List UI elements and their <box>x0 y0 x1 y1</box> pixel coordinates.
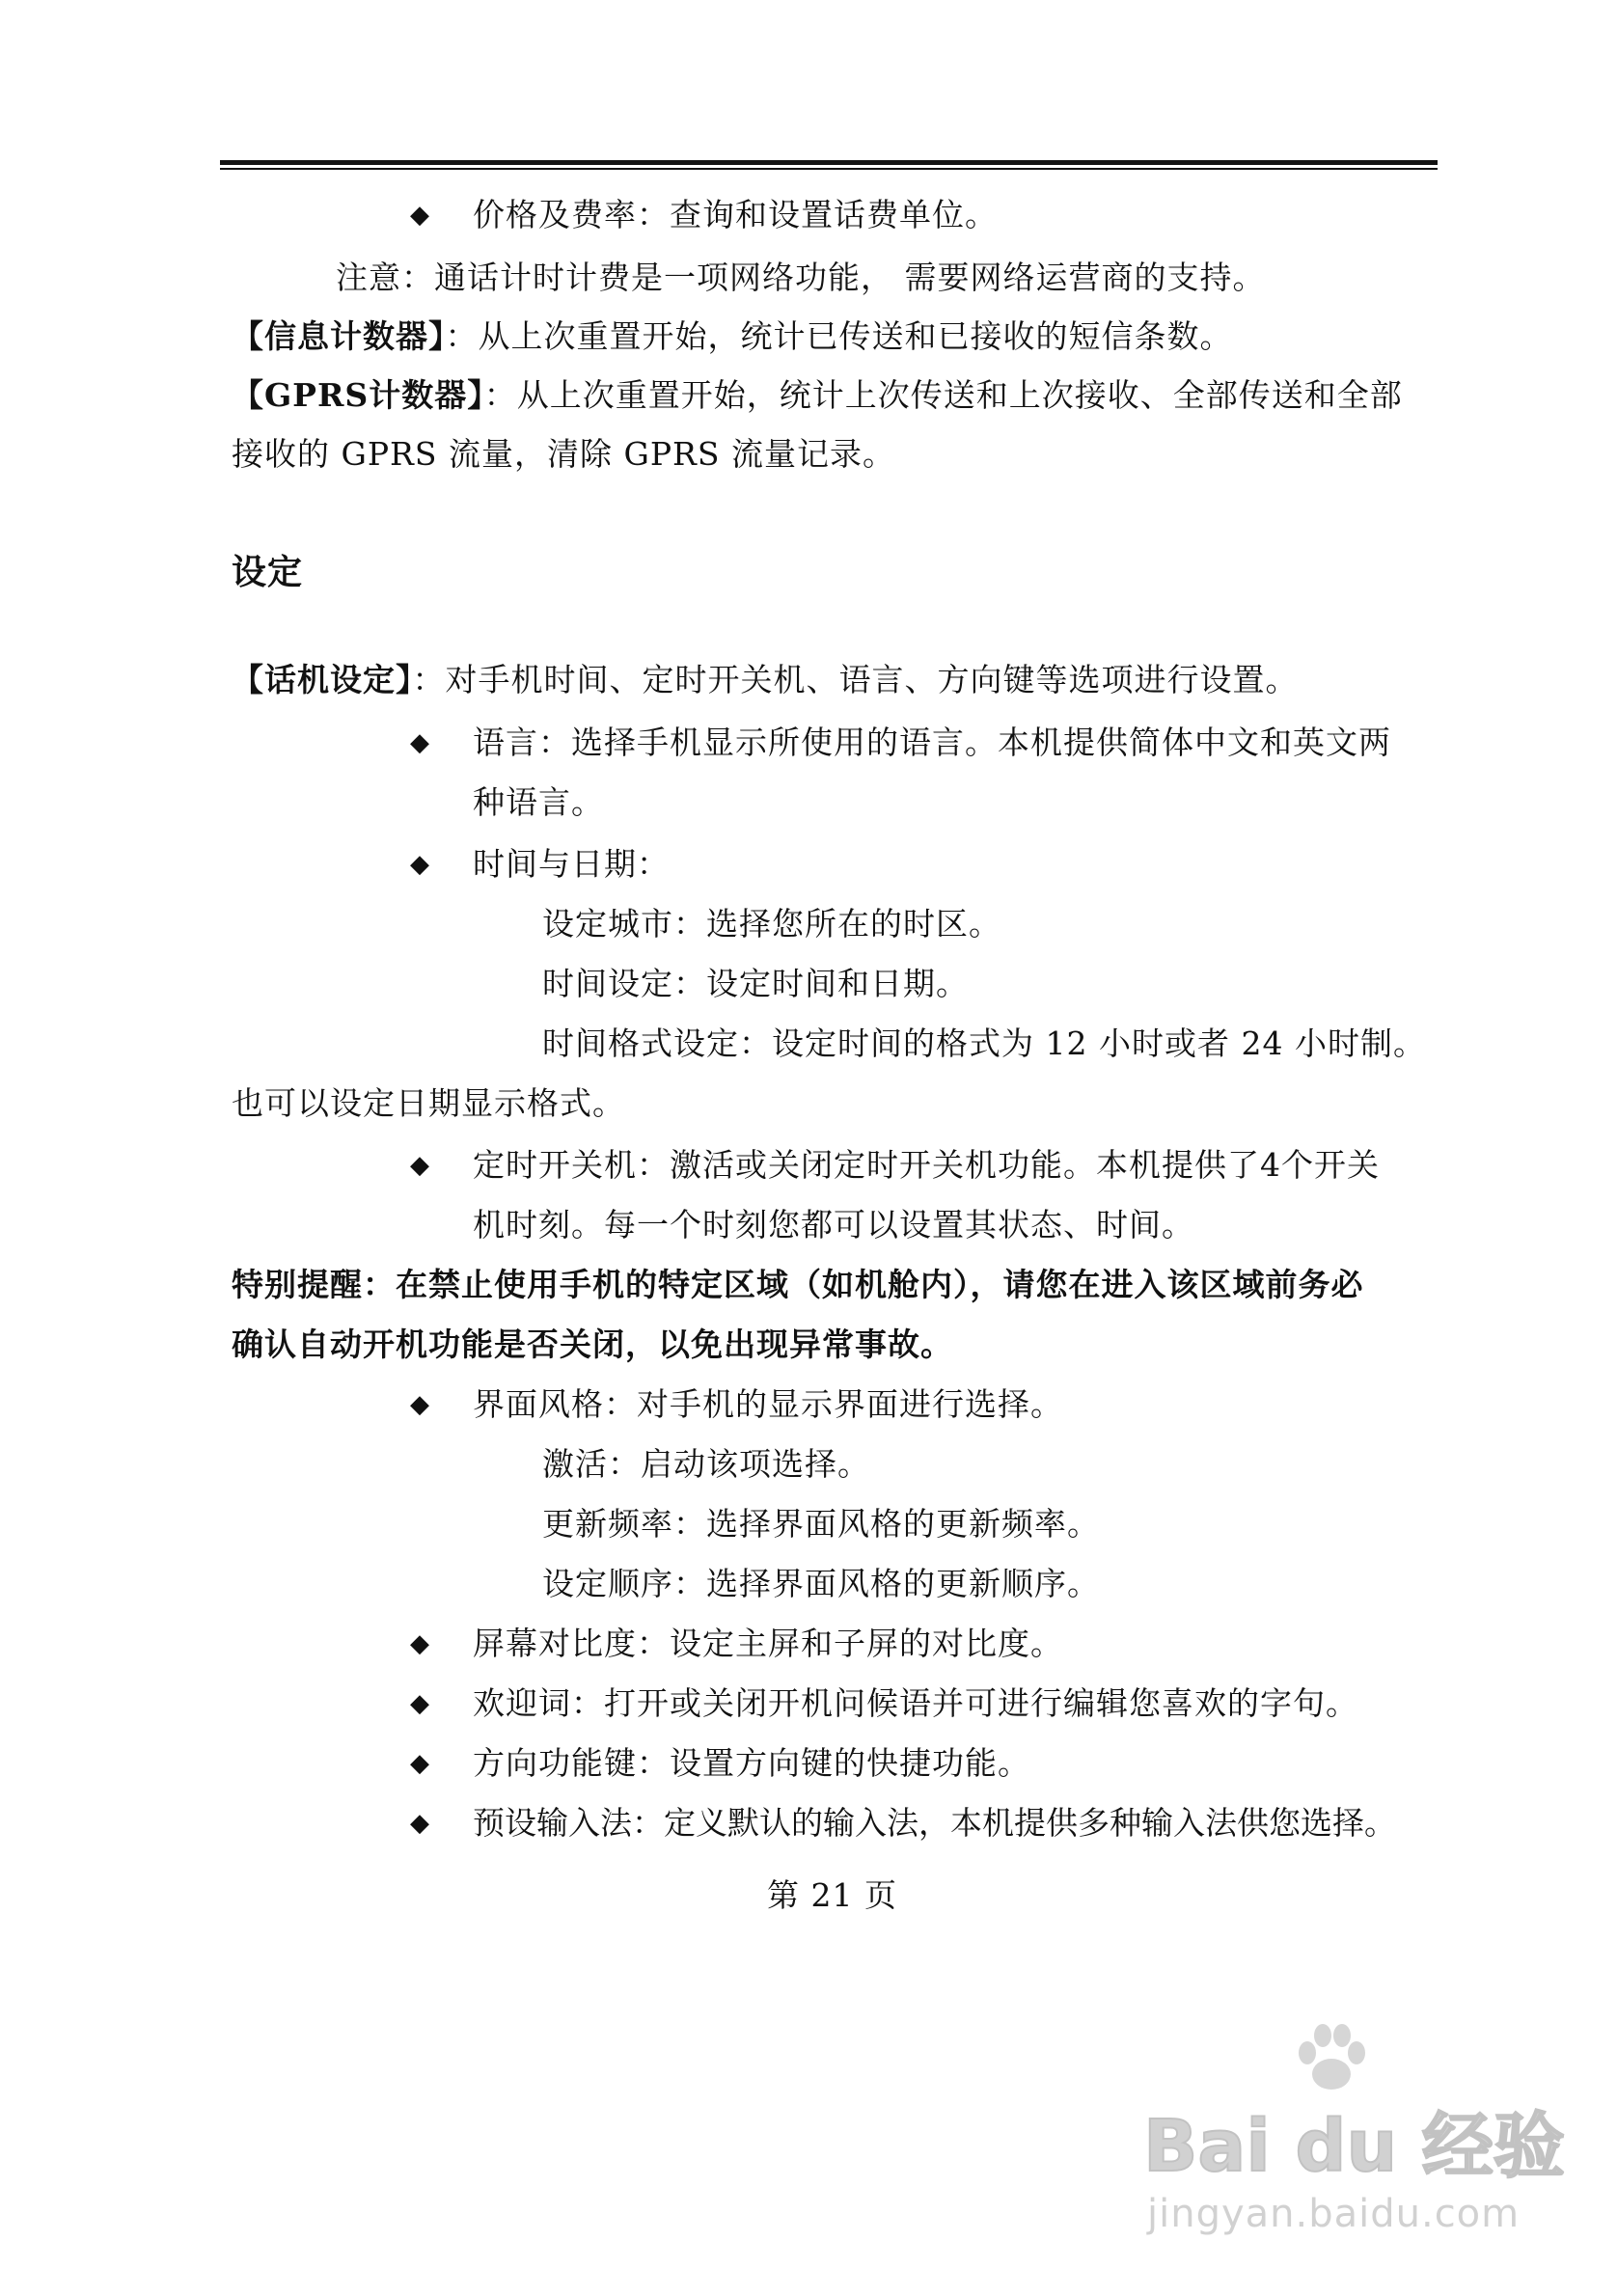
paw-icon <box>1288 2016 1375 2103</box>
sub-item-time-format: 时间格式设定：设定时间的格式为 12 小时或者 24 小时制。 <box>542 1025 1426 1062</box>
gprs-counter-text-cont: 接收的 GPRS 流量，清除 GPRS 流量记录。 <box>232 435 895 473</box>
phone-settings-line <box>232 661 1299 699</box>
bullet-icon: ◆ <box>410 728 429 757</box>
bullet-item-time-date: 时间与日期： <box>473 845 670 883</box>
note-line: 注意：通话计时计费是一项网络功能， 需要网络运营商的支持。 <box>336 259 1266 296</box>
message-counter-label: 【信息计数器】 <box>232 317 446 355</box>
bullet-item-input-method: 预设输入法：定义默认的输入法，本机提供多种输入法供您选择。 <box>473 1804 1396 1842</box>
phone-settings-label: 【话机设定】 <box>232 661 413 698</box>
sub-item-activate: 激活：启动该项选择。 <box>542 1445 870 1483</box>
gprs-counter-line <box>232 376 1403 415</box>
phone-settings-text: ：对手机时间、定时开关机、语言、方向键等选项进行设置。 <box>412 661 1299 698</box>
section-heading: 设定 <box>232 552 304 592</box>
special-reminder-cont: 确认自动开机功能是否关闭，以免出现异常事故。 <box>232 1326 953 1363</box>
special-reminder: 特别提醒：在禁止使用手机的特定区域（如机舱内），请您在进入该区域前务必 <box>232 1266 1364 1303</box>
bullet-item-language: 语言：选择手机显示所使用的语言。本机提供简体中文和英文两 <box>473 724 1391 761</box>
bullet-item-language-cont: 种语言。 <box>473 783 604 821</box>
bullet-item-price: 价格及费率：查询和设置话费单位。 <box>473 196 998 233</box>
sub-item-city: 设定城市：选择您所在的时区。 <box>542 905 1001 943</box>
bullet-icon: ◆ <box>410 1809 429 1838</box>
bullet-item-auto-power-cont: 机时刻。每一个时刻您都可以设置其状态、时间。 <box>473 1206 1194 1244</box>
page-number: 第 21 页 <box>767 1876 897 1914</box>
gprs-counter-label: 【GPRS计数器】 <box>232 376 484 414</box>
sub-item-order: 设定顺序：选择界面风格的更新顺序。 <box>542 1565 1100 1602</box>
message-counter-text: ：从上次重置开始，统计已传送和已接收的短信条数。 <box>445 317 1233 355</box>
watermark-url: jingyan.baidu.com <box>1147 2192 1521 2236</box>
bullet-item-direction-keys: 方向功能键：设置方向键的快捷功能。 <box>473 1744 1030 1782</box>
message-counter-line <box>232 317 1233 356</box>
gprs-counter-text: ：从上次重置开始，统计上次传送和上次接收、全部传送和全部 <box>483 376 1403 414</box>
sub-item-update-frequency: 更新频率：选择界面风格的更新频率。 <box>542 1505 1100 1543</box>
baidu-watermark <box>1143 2016 1565 2257</box>
bullet-icon: ◆ <box>410 1689 429 1718</box>
bullet-item-contrast: 屏幕对比度：设定主屏和子屏的对比度。 <box>473 1625 1063 1662</box>
time-format-cont: 也可以设定日期显示格式。 <box>232 1084 625 1122</box>
sub-item-time-setting: 时间设定：设定时间和日期。 <box>542 965 969 1002</box>
header-rule-thin <box>220 168 1438 170</box>
watermark-brand: Bai du 经验 <box>1143 2105 1565 2188</box>
bullet-icon: ◆ <box>410 850 429 879</box>
bullet-icon: ◆ <box>410 1390 429 1419</box>
bullet-item-auto-power: 定时开关机：激活或关闭定时开关机功能。本机提供了4个开关 <box>473 1146 1380 1184</box>
header-rule-thick <box>220 160 1438 165</box>
bullet-icon: ◆ <box>410 1629 429 1658</box>
bullet-item-greeting: 欢迎词：打开或关闭开机问候语并可进行编辑您喜欢的字句。 <box>473 1684 1358 1722</box>
bullet-icon: ◆ <box>410 1151 429 1180</box>
bullet-icon: ◆ <box>410 1749 429 1778</box>
bullet-icon: ◆ <box>410 201 429 230</box>
bullet-item-theme: 界面风格：对手机的显示界面进行选择。 <box>473 1385 1063 1423</box>
